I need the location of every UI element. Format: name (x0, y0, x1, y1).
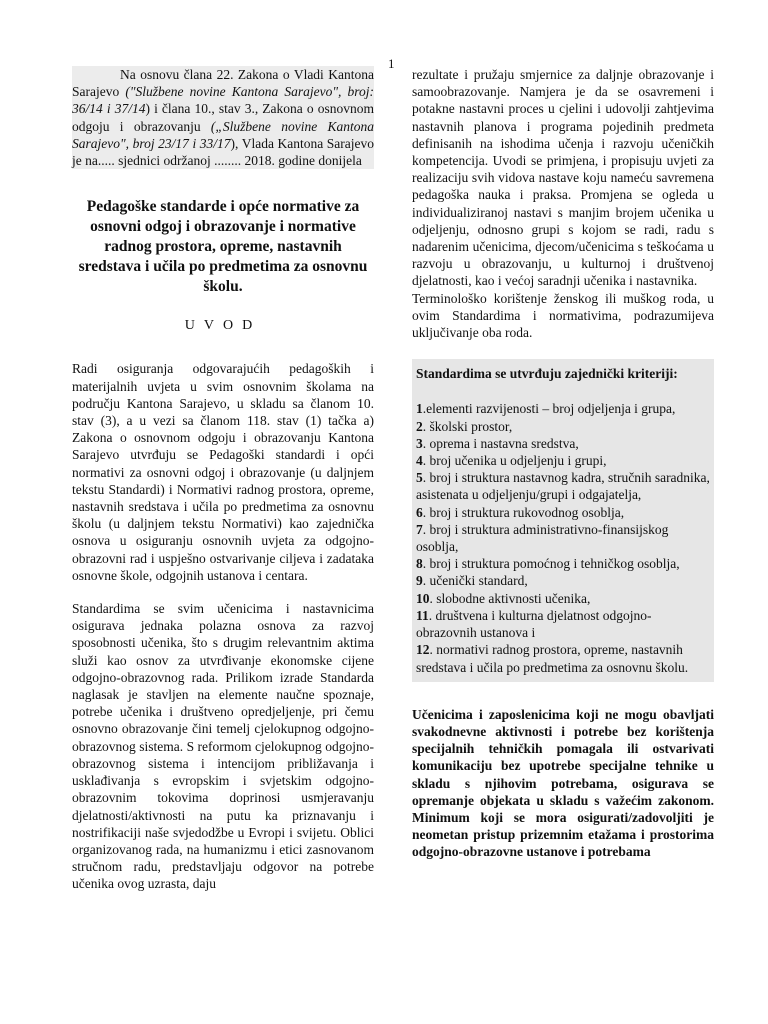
list-item: 9. učenički standard, (416, 573, 528, 589)
list-item: 1.elementi razvijenosti – broj odjeljenja i grupa, (416, 401, 676, 417)
list-item: 7. broj i struktura administrativno-finansijskog osoblja, (416, 521, 669, 555)
criteria-box (412, 359, 714, 681)
right-column (412, 66, 714, 861)
body-paragraph: Standardima se svim učenicima i nastavnicima osigurava jednaka polazna osnova za razvoj sposobnosti učenika, što s drugim relevantnim aktima služi kao osnov za utvrđivanje ekonomske cijene odgojno-obrazovnog rada. Prilikom izrade Standarda naglasak je stavljen na elemente naučne spoznaje, potrebe učenika i društveno opredjeljenje, pri čemu osnovno obrazovanje čini temelj cjelokupnog odgojno-obrazovnog sistema. S reformom cjelokupnog odgojno-obrazovnog sistema i intencijom približavanja i usklađivanja s evropskim i svjetskim odgojno-obrazovnim tokovima doprinosi usmjeravanju djelatnosti/aktivnosti na putu ka priznavanju i nostrifikaciji naše svjedodžbe u Evropi i svijetu. Oblici organizovanog rada, na humanizmu i etici zasnovanom stručnom radu, predstavljaju odgovor na potrebe učenika ovog uzrasta, daju (72, 601, 374, 892)
criteria-title: Standardima se utvrđuju zajednički kriteriji: (416, 366, 678, 382)
intro-part-1: Na osnovu člana 22. Zakona o Vladi Kantona Sarajevo (72, 67, 374, 100)
left-column (72, 66, 374, 909)
intro-paragraph (72, 66, 374, 169)
list-item: 11. društvena i kulturna djelatnost odgojno-obrazovnih ustanova i (416, 607, 652, 641)
body-paragraph: rezultate i pružaju smjernice za daljnje obrazovanje i samoobrazovanje. Namjera je da se osavremeni i potakne nastavni proces u cjelini i udovolji zahtjevima nastavnih planova i programa pojedinih predmeta definisanih na ishodima učenja i razvoju učeničkih kompetencija. Uvodi se primjena, i propisuju uvjeti za realizaciju svih vidova nastave koju nameću savremena pedagoška nauka i praksa. Promjena se ogleda u individualiziranoj nastavi s manjim brojem učenika u odjeljenju, odnosno grupi s kojom se radi, radu s nadarenim učenicima, djecom/učenicima s teškoćama u razvoju u obrazovanju, u kulturnoj i društvenoj djelatnosti, kao i većoj saradnji učenika i nastavnika. (412, 67, 714, 289)
list-item: 6. broj i struktura rukovodnog osoblja, (416, 504, 625, 520)
intro-gazette-1: ("Službene novine Kantona Sarajevo", broj: 36/14 i 37/14 (72, 84, 374, 117)
body-paragraph: Radi osiguranja odgovarajućih pedagoških i materijalnih uvjeta u svim osnovnim školama na području Kantona Sarajevo, u skladu sa članom 10. stav (3), a u vezi sa članom 118. stav (1) tačka a) Zakona o osnovnom odgoju i obrazovanju Kantona Sarajevo utvrđuju se Pedagoški standardi i opći normativi za osnovni odgoj i obrazovanje (u daljnjem tekstu Standardi) i Normativi radnog prostora, opreme, nastavnih sredstava i učila po predmetima za osnovnu školu (u daljnjem tekstu Normativi) kao zajednička osnova u osiguranju osnovnih uvjeta za odgojno-obrazovni rad i uspješno ostvarivanje ciljeva i zadataka osnovne škole, odgojnih ustanova i centara. (72, 361, 374, 583)
list-item: 10. slobodne aktivnosti učenika, (416, 590, 591, 606)
list-item: 3. oprema i nastavna sredstva, (416, 435, 579, 451)
page-number: 1 (388, 56, 395, 71)
intro-gazette-2: („Službene novine Kantona Sarajevo", broj 23/17 i 33/17 (72, 118, 375, 151)
list-item: 12. normativi radnog prostora, opreme, nastavnih sredstava i učila po predmetima za osnovnu školu. (416, 642, 689, 675)
section-heading: UVOD (184, 318, 262, 334)
intro-part-2: ) i člana 10., stav 3., Zakona o osnovnom odgoju i obrazovanju (72, 101, 374, 134)
document-title: Pedagoške standarde i opće normative za osnovni odgoj i obrazovanje i normative radnog prostora, opreme, nastavnih sredstava i učila po predmetima za osnovnu školu. (78, 198, 368, 296)
list-item: 5. broj i struktura nastavnog kadra, stručnih saradnika, asistenata u odjeljenju/grupi i odgajatelja, (416, 470, 710, 503)
body-paragraph: Terminološko korištenje ženskog ili muškog roda, u ovim Standardima i normativima, podrazumijeva uključivanje oba roda. (412, 290, 714, 341)
accessibility-paragraph: Učenicima i zaposlenicima koji ne mogu obavljati svakodnevne aktivnosti i potrebe bez korištenja specijalnih tehničkih pomagala ili ostvarivati komunikaciju bez upotrebe specijalne tehnike u skladu s njihovim potrebama, osigurava se opremanje objekata u skladu s važećim zakonom. Minimum koji se mora osigurati/zadovoljiti je neometan pristup prizemnim etažama i prostorima odgojno-obrazovne ustanove i potrebama (412, 706, 714, 860)
list-item: 4. broj učenika u odjeljenju i grupi, (416, 453, 607, 469)
intro-part-3: ), Vlada Kantona Sarajevo je na..... sjednici održanoj ........ 2018. godine donijela (72, 135, 375, 169)
list-item: 2. školski prostor, (416, 418, 513, 434)
list-item: 8. broj i struktura pomoćnog i tehničkog osoblja, (416, 556, 680, 572)
